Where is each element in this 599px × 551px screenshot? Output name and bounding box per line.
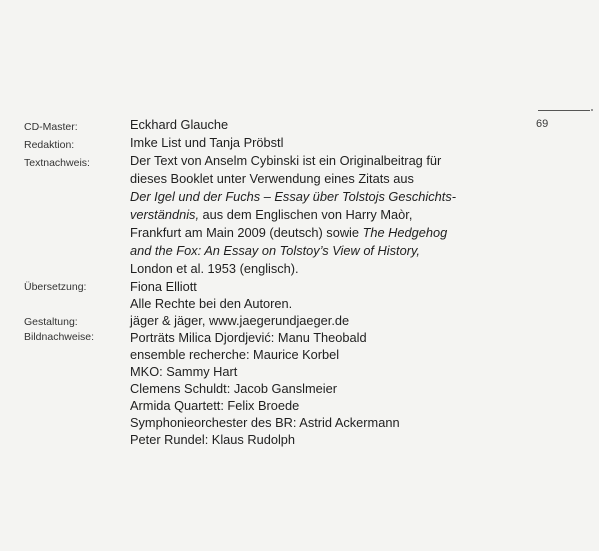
textnachweis-line-1: Der Text von Anselm Cybinski ist ein Originalbeitrag für [130,153,442,168]
credit-line: Symphonieorchester des BR: Astrid Ackermann [130,415,400,430]
value-gestaltung: jäger & jäger, www.jaegerundjaeger.de [130,313,350,328]
textnachweis-line-4 [130,207,412,222]
credit-line: Clemens Schuldt: Jacob Ganslmeier [130,381,337,396]
credit-line: ensemble recherche: Maurice Korbel [130,347,340,362]
value-cd-master: Eckhard Glauche [130,117,229,132]
header-rule [538,110,590,111]
textnachweis-line-3: Der Igel und der Fuchs – Essay über Tolstojs Geschichts- [130,189,456,204]
book-title-en-start: The Hedgehog [362,225,448,240]
textnachweis-line-6: and the Fox: An Essay on Tolstoy’s View of History, [130,243,420,258]
credit-line: Porträts Milica Djordjević: Manu Theobald [130,330,367,345]
textnachweis-line-5 [130,225,447,240]
value-uebersetzung: Fiona Elliott [130,279,197,294]
credit-line: Armida Quartett: Felix Broede [130,398,300,413]
textnachweis-line-2: dieses Booklet unter Verwendung eines Zitats aus [130,171,414,186]
value-redaktion: Imke List und Tanja Pröbstl [130,135,284,150]
label-bildnachweise: Bildnachweise: [24,331,95,343]
book-title-de-end: verständnis, [130,207,199,222]
label-uebersetzung: Übersetzung: [24,281,87,293]
label-textnachweis: Textnachweis: [24,157,90,169]
page-number: 69 [536,118,549,130]
credit-line: MKO: Sammy Hart [130,364,238,379]
label-redaktion: Redaktion: [24,139,75,151]
header-rule-dot [591,109,593,111]
translator-note: aus dem Englischen von Harry Maòr, [199,207,413,222]
publication-info-de: Frankfurt am Main 2009 (deutsch) sowie [130,225,363,240]
label-cd-master: CD-Master: [24,121,78,133]
label-gestaltung: Gestaltung: [24,316,78,328]
credit-line: Peter Rundel: Klaus Rudolph [130,432,296,447]
textnachweis-line-7: London et al. 1953 (englisch). [130,261,299,276]
value-rights: Alle Rechte bei den Autoren. [130,296,293,311]
